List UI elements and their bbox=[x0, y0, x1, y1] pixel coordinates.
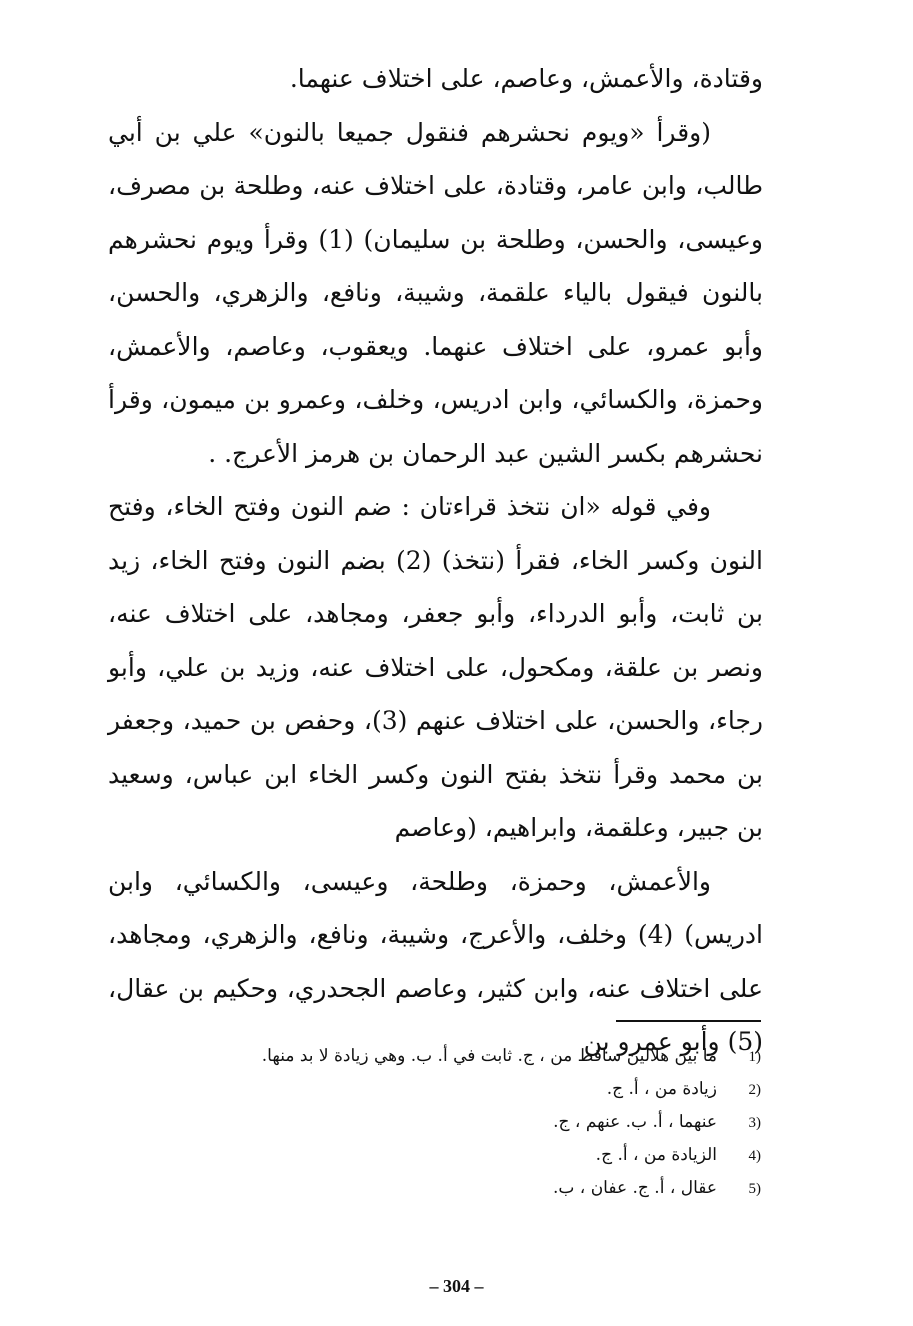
footnote-separator bbox=[616, 1020, 761, 1022]
footnote-item bbox=[201, 1172, 761, 1205]
footnote-item bbox=[201, 1073, 761, 1106]
footnote-text: الزيادة من ، أ. ج. bbox=[595, 1145, 717, 1165]
paragraph-4: والأعمش، وحمزة، وطلحة، وعيسى، والكسائي، وابن ادريس) (4) وخلف، والأعرج، وشيبة، ونافع، والزهري، ومجاهد، على اختلاف عنه، وابن كثير، وعاصم الجحدري، وحكيم بن عقال، (5) وأبو عمرو بن bbox=[108, 866, 763, 1056]
footnote-number: 3) bbox=[748, 1115, 761, 1131]
paragraph-1: وقتادة، والأعمش، وعاصم، على اختلاف عنهما. bbox=[289, 64, 763, 93]
body-text bbox=[108, 52, 763, 1069]
paragraph-3: وفي قوله «ان نتخذ قراءتان : ضم النون وفتح الخاء، وفتح النون وكسر الخاء، فقرأ (نتخذ) (2) بضم النون وفتح الخاء، زيد بن ثابت، وأبو الدرداء، وأبو جعفر، ومجاهد، على اختلاف عنه، ونصر بن علقة، ومكحول، على اختلاف عنه، وزيد بن علي، وأبو رجاء، والحسن، على اختلاف عنهم (3)، وحفص بن حميد، وجعفر بن محمد وقرأ نتخذ بفتح النون وكسر الخاء ابن عباس، وسعيد بن جبير، وعلقمة، وابراهيم، (وعاصم bbox=[108, 492, 763, 842]
footnote-item bbox=[201, 1040, 761, 1073]
footnote-number: 1) bbox=[748, 1049, 761, 1065]
footnote-number: 2) bbox=[748, 1082, 761, 1098]
footnote-text: عنهما ، أ. ب. عنهم ، ج. bbox=[553, 1112, 717, 1132]
footnote-number: 5) bbox=[748, 1181, 761, 1197]
footnote-number: 4) bbox=[748, 1148, 761, 1164]
footnote-text: ما بين هلالين ساقط من ، ج. ثابت في أ. ب. وهي زيادة لا بد منها. bbox=[261, 1046, 717, 1066]
footnotes bbox=[201, 1040, 761, 1205]
footnote-item bbox=[201, 1139, 761, 1172]
page-number: – 304 – bbox=[429, 1276, 484, 1296]
paragraph-2: (وقرأ «ويوم نحشرهم فنقول جميعا بالنون» علي بن أبي طالب، وابن عامر، وقتادة، على اختلاف عنه، وطلحة بن مصرف، وعيسى، والحسن، وطلحة بن سليمان) (1) وقرأ ويوم نحشرهم بالنون فيقول بالياء علقمة، وشيبة، ونافع، والزهري، والحسن، وأبو عمرو، على اختلاف عنهما. ويعقوب، وعاصم، والأعمش، وحمزة، والكسائي، وابن ادريس، وخلف، وعمرو بن ميمون، وقرأ نحشرهم بكسر الشين عبد الرحمان بن هرمز الأعرج. . bbox=[108, 117, 763, 468]
footnote-text: زيادة من ، أ. ج. bbox=[606, 1079, 717, 1099]
footnote-item bbox=[201, 1106, 761, 1139]
footnote-text: عقال ، أ. ج. عفان ، ب. bbox=[553, 1178, 717, 1198]
